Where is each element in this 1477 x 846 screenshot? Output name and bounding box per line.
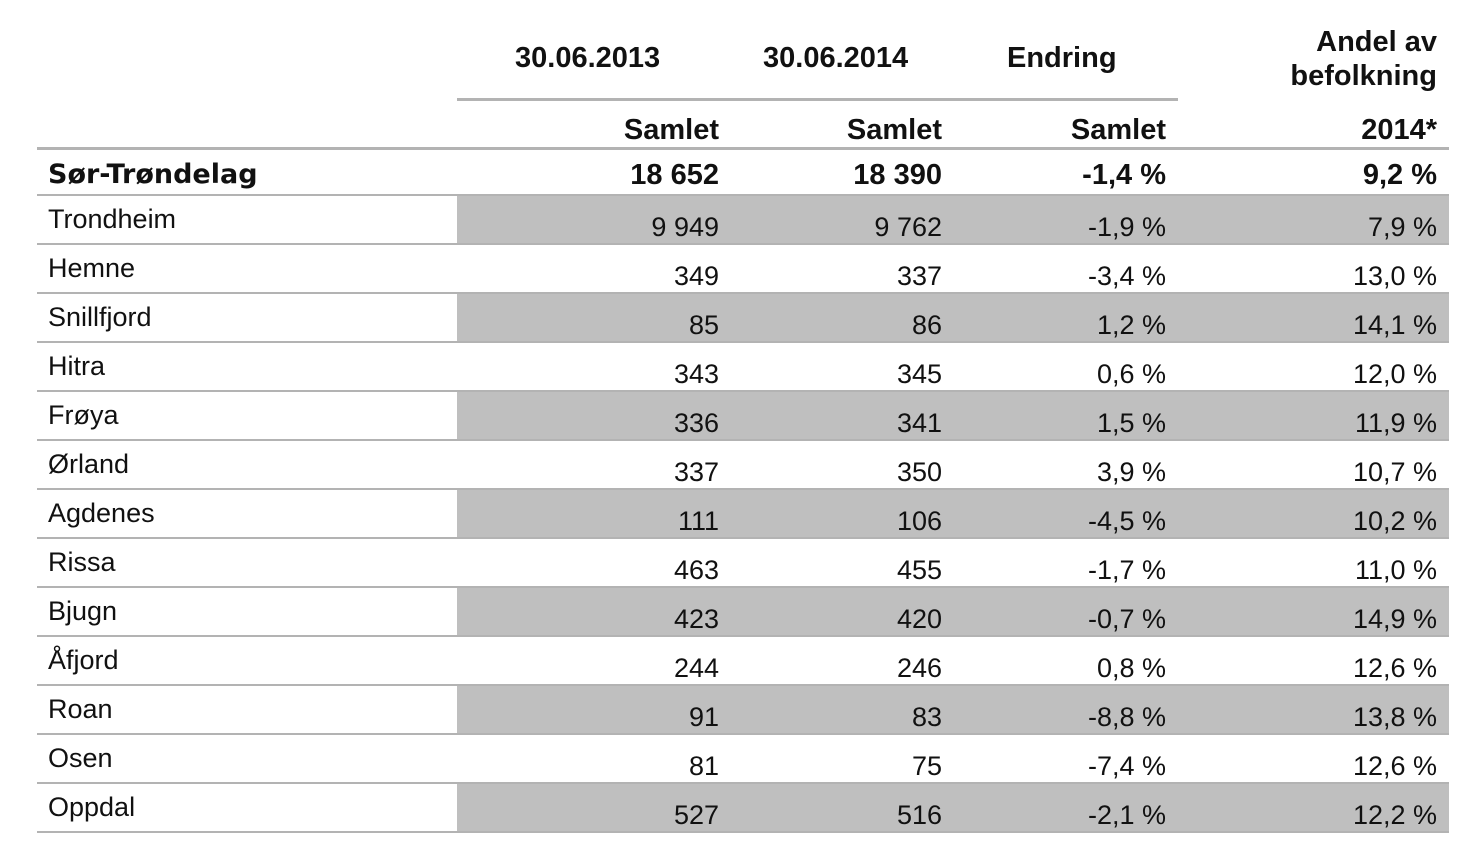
row-shading: [457, 392, 1449, 439]
subheader-change: Samlet: [1070, 114, 1166, 146]
cell-2013: 244: [673, 653, 719, 683]
cell-2014: 18 390: [853, 159, 942, 191]
row-name: Roan: [48, 694, 113, 724]
cell-2013: 337: [673, 457, 719, 487]
cell-share: 13,8 %: [1352, 702, 1437, 732]
cell-change: 1,5 %: [1096, 408, 1166, 438]
table-row: [37, 343, 1449, 392]
row-shading: [457, 294, 1449, 341]
cell-2014: 420: [896, 604, 942, 634]
cell-2013: 9 949: [651, 212, 719, 242]
cell-2014: 106: [896, 506, 942, 536]
cell-change: 3,9 %: [1096, 457, 1166, 487]
cell-share: 12,2 %: [1352, 800, 1437, 830]
cell-change: 0,6 %: [1096, 359, 1166, 389]
subheader-share: 2014*: [1361, 114, 1437, 146]
row-name: Osen: [48, 743, 113, 773]
row-name: Agdenes: [48, 498, 155, 528]
cell-share: 11,0 %: [1354, 555, 1437, 585]
cell-2014: 83: [911, 702, 942, 732]
row-shading: [457, 490, 1449, 537]
subheader-2013: Samlet: [623, 114, 719, 146]
row-name: Oppdal: [48, 792, 136, 822]
cell-change: -3,4 %: [1087, 261, 1166, 291]
cell-change: -1,9 %: [1087, 212, 1166, 242]
cell-2013: 336: [673, 408, 719, 438]
cell-change: -8,8 %: [1087, 702, 1166, 732]
col-header-change: Endring: [1007, 42, 1117, 74]
table-row: [37, 588, 1449, 637]
cell-2013: 349: [673, 261, 719, 291]
table-row: [37, 539, 1449, 588]
table-row: [37, 294, 1449, 343]
cell-2014: 350: [896, 457, 942, 487]
row-name: Hitra: [48, 351, 106, 381]
cell-2014: 337: [896, 261, 942, 291]
cell-share: 10,2 %: [1352, 506, 1437, 536]
cell-change: -7,4 %: [1087, 751, 1166, 781]
row-name: Åfjord: [48, 645, 119, 675]
table-row-total: [37, 150, 1449, 196]
cell-change: -2,1 %: [1087, 800, 1166, 830]
row-shading: [457, 196, 1449, 243]
cell-change: 1,2 %: [1096, 310, 1166, 340]
cell-2014: 516: [896, 800, 942, 830]
subheader-2014: Samlet: [846, 114, 942, 146]
cell-2013: 463: [673, 555, 719, 585]
cell-share: 14,9 %: [1352, 604, 1437, 634]
row-name: Bjugn: [48, 596, 118, 626]
cell-2013: 18 652: [630, 159, 719, 191]
col-header-2014: 30.06.2014: [763, 42, 909, 74]
cell-change: -0,7 %: [1087, 604, 1166, 634]
cell-share: 13,0 %: [1352, 261, 1437, 291]
row-shading: [457, 686, 1449, 733]
cell-2014: 341: [896, 408, 942, 438]
row-name: Hemne: [48, 253, 136, 283]
cell-change: -4,5 %: [1087, 506, 1166, 536]
cell-2013: 111: [677, 506, 719, 536]
row-shading: [457, 588, 1449, 635]
cell-2013: 85: [688, 310, 719, 340]
cell-share: 12,6 %: [1352, 751, 1437, 781]
cell-2013: 527: [673, 800, 719, 830]
cell-share: 11,9 %: [1354, 408, 1437, 438]
col-header-share-line1: Andel av: [1316, 26, 1437, 58]
table-row: [37, 245, 1449, 294]
cell-2013: 91: [688, 702, 719, 732]
cell-2013: 81: [688, 751, 719, 781]
table-row: [37, 490, 1449, 539]
cell-share: 10,7 %: [1352, 457, 1437, 487]
row-name: Frøya: [48, 400, 119, 430]
cell-2014: 86: [911, 310, 942, 340]
header-divider: [457, 98, 1178, 101]
row-name: Sør-Trøndelag: [48, 159, 258, 190]
cell-change: -1,4 %: [1082, 159, 1166, 191]
cell-2014: 75: [911, 751, 942, 781]
cell-share: 9,2 %: [1362, 159, 1437, 191]
cell-2014: 345: [896, 359, 942, 389]
cell-share: 14,1 %: [1352, 310, 1437, 340]
table-row: [37, 392, 1449, 441]
col-header-share-line2: befolkning: [1290, 60, 1437, 92]
cell-2014: 9 762: [874, 212, 942, 242]
cell-share: 12,6 %: [1352, 653, 1437, 683]
data-table: [37, 150, 1449, 833]
cell-2013: 423: [673, 604, 719, 634]
row-name: Rissa: [48, 547, 116, 577]
table-row: [37, 637, 1449, 686]
cell-2014: 246: [896, 653, 942, 683]
cell-2013: 343: [673, 359, 719, 389]
row-name: Snillfjord: [48, 302, 152, 332]
row-name: Trondheim: [48, 204, 177, 234]
table-row: [37, 686, 1449, 735]
cell-change: -1,7 %: [1087, 555, 1166, 585]
cell-change: 0,8 %: [1096, 653, 1166, 683]
table-row: [37, 784, 1449, 833]
cell-share: 12,0 %: [1352, 359, 1437, 389]
row-name: Ørland: [48, 449, 130, 479]
col-header-2013: 30.06.2013: [515, 42, 661, 74]
table-row: [37, 735, 1449, 784]
cell-2014: 455: [896, 555, 942, 585]
row-shading: [457, 784, 1449, 831]
municipality-rows: [37, 196, 1449, 833]
table-row: [37, 441, 1449, 490]
table-row: [37, 196, 1449, 245]
cell-share: 7,9 %: [1367, 212, 1437, 242]
